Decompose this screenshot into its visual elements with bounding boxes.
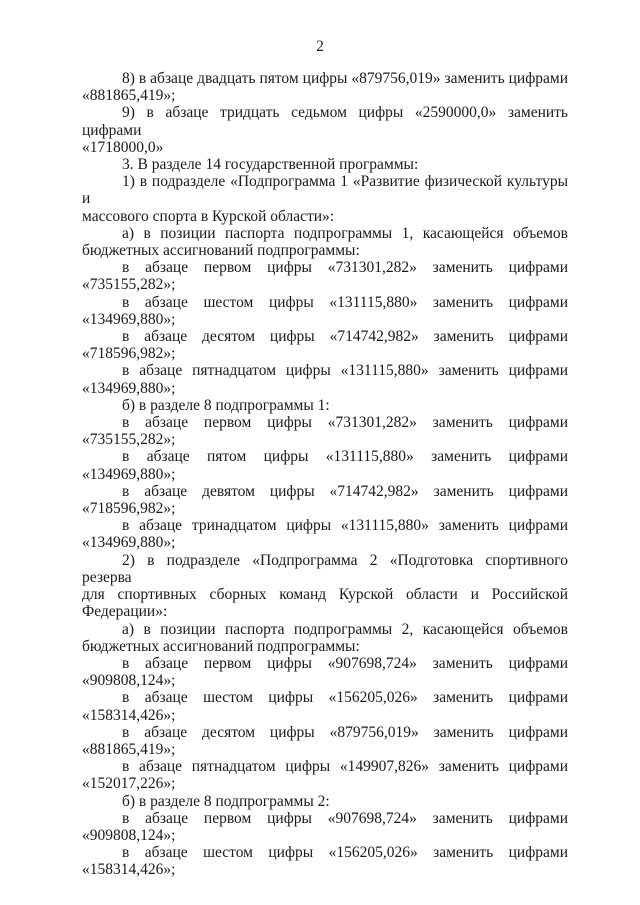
paragraph-15-cont: для спортивных сборных команд Курской области и Российской	[82, 586, 568, 604]
paragraph-9: в абзаце пятнадцатом цифры «131115,880» заменить цифрами	[122, 362, 568, 380]
paragraph-4: 1) в подразделе «Подпрограмма 1 «Развитие физической культуры и	[82, 173, 568, 208]
paragraph-10: б) в разделе 8 подпрограммы 1:	[122, 396, 330, 414]
paragraph-8-cont: «718596,982»;	[82, 345, 176, 363]
paragraph-2-cont: «1718000,0»	[82, 138, 164, 156]
paragraph-2: 9) в абзаце тридцать седьмом цифры «2590000,0» заменить цифрами	[82, 104, 568, 139]
paragraph-12-cont: «134969,880»;	[82, 465, 176, 483]
paragraph-8: в абзаце десятом цифры «714742,982» заменить цифрами	[122, 328, 568, 346]
paragraph-5-cont: бюджетных ассигнований подпрограммы:	[82, 242, 360, 260]
paragraph-18-cont: «158314,426»;	[82, 706, 176, 724]
paragraph-15-cont-2: Федерации»:	[82, 603, 168, 621]
paragraph-17-cont: «909808,124»;	[82, 672, 176, 690]
paragraph-13-cont: «718596,982»;	[82, 500, 176, 518]
paragraph-23-cont: «158314,426»;	[82, 861, 176, 879]
paragraph-6: в абзаце первом цифры «731301,282» заменить цифрами	[122, 259, 568, 277]
paragraph-7-cont: «134969,880»;	[82, 310, 176, 328]
document-body	[82, 70, 568, 879]
paragraph-11: в абзаце первом цифры «731301,282» заменить цифрами	[122, 414, 568, 432]
paragraph-7: в абзаце шестом цифры «131115,880» заменить цифрами	[122, 293, 568, 311]
paragraph-19-cont: «881865,419»;	[82, 740, 176, 758]
paragraph-11-cont: «735155,282»;	[82, 431, 176, 449]
paragraph-4-cont: массового спорта в Курской области»:	[82, 207, 335, 225]
paragraph-20: в абзаце пятнадцатом цифры «149907,826» заменить цифрами	[122, 758, 568, 776]
paragraph-16: а) в позиции паспорта подпрограммы 2, касающейся объемов	[122, 620, 568, 638]
paragraph-14-cont: «134969,880»;	[82, 534, 176, 552]
paragraph-22: в абзаце первом цифры «907698,724» заменить цифрами	[122, 809, 568, 827]
paragraph-6-cont: «735155,282»;	[82, 276, 176, 294]
paragraph-22-cont: «909808,124»;	[82, 826, 176, 844]
paragraph-23: в абзаце шестом цифры «156205,026» заменить цифрами	[122, 844, 568, 862]
paragraph-16-cont: бюджетных ассигнований подпрограммы:	[82, 637, 360, 655]
paragraph-1-cont: «881865,419»;	[82, 87, 176, 105]
paragraph-20-cont: «152017,226»;	[82, 775, 176, 793]
paragraph-19: в абзаце десятом цифры «879756,019» заменить цифрами	[122, 723, 568, 741]
paragraph-15: 2) в подразделе «Подпрограмма 2 «Подготовка спортивного резерва	[82, 551, 568, 586]
paragraph-5: а) в позиции паспорта подпрограммы 1, касающейся объемов	[122, 224, 568, 242]
paragraph-17: в абзаце первом цифры «907698,724» заменить цифрами	[122, 654, 568, 672]
paragraph-14: в абзаце тринадцатом цифры «131115,880» заменить цифрами	[122, 517, 568, 535]
paragraph-3: 3. В разделе 14 государственной программы:	[122, 156, 419, 174]
paragraph-18: в абзаце шестом цифры «156205,026» заменить цифрами	[122, 689, 568, 707]
paragraph-12: в абзаце пятом цифры «131115,880» заменить цифрами	[122, 448, 568, 466]
paragraph-13: в абзаце девятом цифры «714742,982» заменить цифрами	[122, 482, 568, 500]
paragraph-21: б) в разделе 8 подпрограммы 2:	[122, 792, 330, 810]
page-number: 2	[316, 38, 324, 55]
paragraph-1: 8) в абзаце двадцать пятом цифры «879756,019» заменить цифрами	[122, 70, 568, 87]
paragraph-9-cont: «134969,880»;	[82, 379, 176, 397]
